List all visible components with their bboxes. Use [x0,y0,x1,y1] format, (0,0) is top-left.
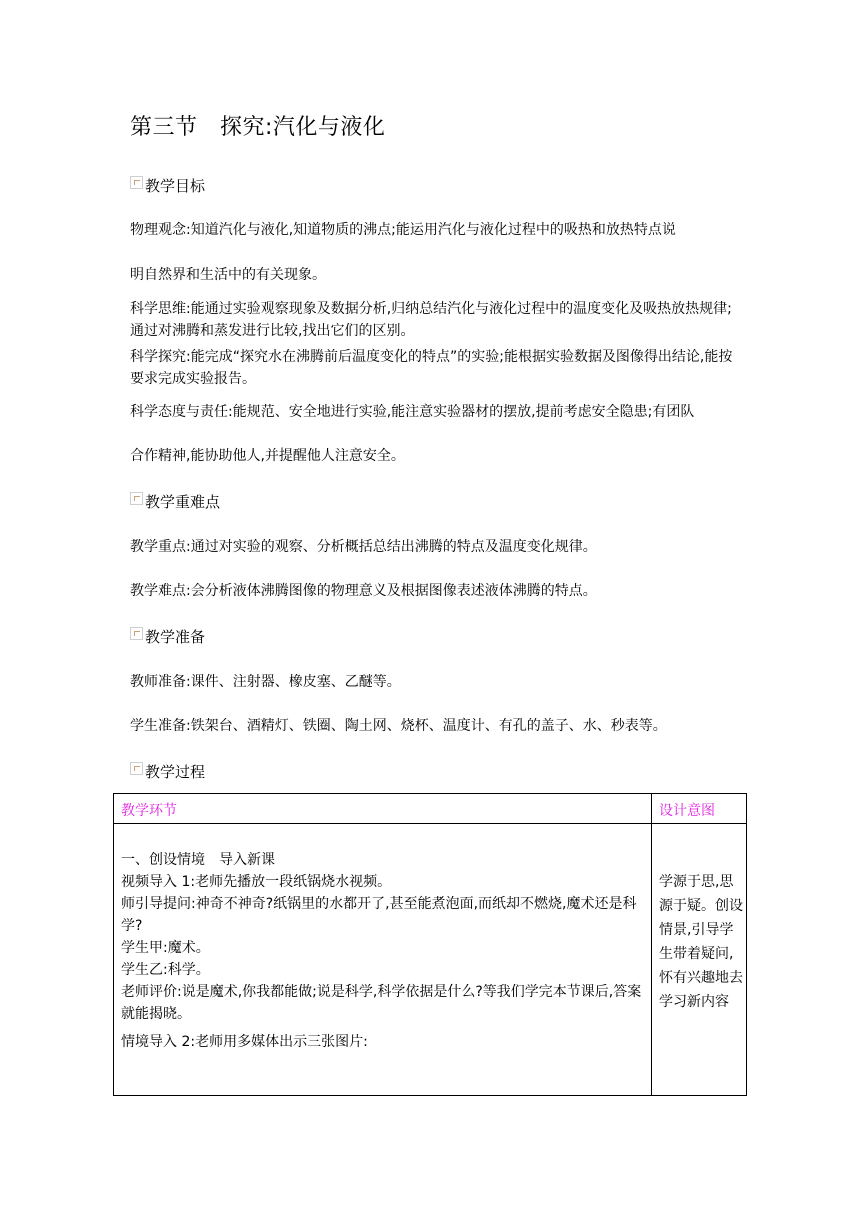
bullet-image-icon [130,492,143,505]
section-heading-label: 教学过程 [145,763,206,781]
table-header-divider [114,823,746,824]
section-heading-process [130,761,205,782]
bullet-image-icon [130,627,143,640]
table-cell-design-intent: 学源于思,思源于疑。创设情景,引导学生带着疑问,怀有兴趣地去学习新内容 [659,874,743,1010]
objective-inquiry: 科学探究:能完成“探究水在沸腾前后温度变化的特点”的实验;能根据实验数据及图像得出结论,能按要求完成实验报告。 [130,349,733,387]
stage-line: 情境导入 2:老师用多媒体出示三张图片: [121,1034,368,1050]
section-heading-preparation [130,626,205,647]
page-title: 第三节 探究:汽化与液化 [130,115,386,140]
table-cell-stage-content [121,849,643,1053]
objective-physics-line1: 物理观念:知道汽化与液化,知道物质的沸点;能运用汽化与液化过程中的吸热和放热特点说 [130,222,676,238]
section-heading-key-points [130,491,220,512]
preparation-student: 学生准备:铁架台、酒精灯、铁圈、陶土网、烧杯、温度计、有孔的盖子、水、秒表等。 [130,718,667,734]
table-header-stage: 教学环节 [121,803,177,819]
stage-line: 视频导入 1:老师先播放一段纸锅烧水视频。 [121,874,392,890]
lesson-process-table [113,793,747,1096]
table-header-intent: 设计意图 [659,803,715,819]
section-heading-label: 教学重难点 [145,493,221,511]
objective-thinking: 科学思维:能通过实验观察现象及数据分析,归纳总结汽化与液化过程中的温度变化及吸热放热规律;通过对沸腾和蒸发进行比较,找出它们的区别。 [130,301,732,339]
table-column-divider [651,794,652,1095]
key-point-focus: 教学重点:通过对实验的观察、分析概括总结出沸腾的特点及温度变化规律。 [130,539,597,555]
section-heading-objectives [130,175,205,196]
stage-line: 学生甲:魔术。 [121,940,210,956]
key-point-difficulty: 教学难点:会分析液体沸腾图像的物理意义及根据图像表述液体沸腾的特点。 [130,583,597,599]
bullet-image-icon [130,762,143,775]
objective-physics-line2: 明自然界和生活中的有关现象。 [130,267,326,283]
objective-attitude-line2: 合作精神,能协助他人,并提醒他人注意安全。 [130,448,405,464]
stage-line: 学生乙:科学。 [121,962,210,978]
stage-line: 老师评价:说是魔术,你我都能做;说是科学,科学依据是什么?等我们学完本节课后,答案就能揭晓。 [121,984,642,1022]
stage-line: 师引导提问:神奇不神奇?纸锅里的水都开了,甚至能煮泡面,而纸却不燃烧,魔术还是科学? [121,896,637,934]
preparation-teacher: 教师准备:课件、注射器、橡皮塞、乙醚等。 [130,674,401,690]
objective-attitude-line1: 科学态度与责任:能规范、安全地进行实验,能注意实验器材的摆放,提前考虑安全隐患;有团队 [130,404,695,420]
stage-line: 一、创设情境 导入新课 [121,852,275,868]
section-heading-label: 教学目标 [145,177,206,195]
section-heading-label: 教学准备 [145,628,206,646]
bullet-image-icon [130,176,143,189]
